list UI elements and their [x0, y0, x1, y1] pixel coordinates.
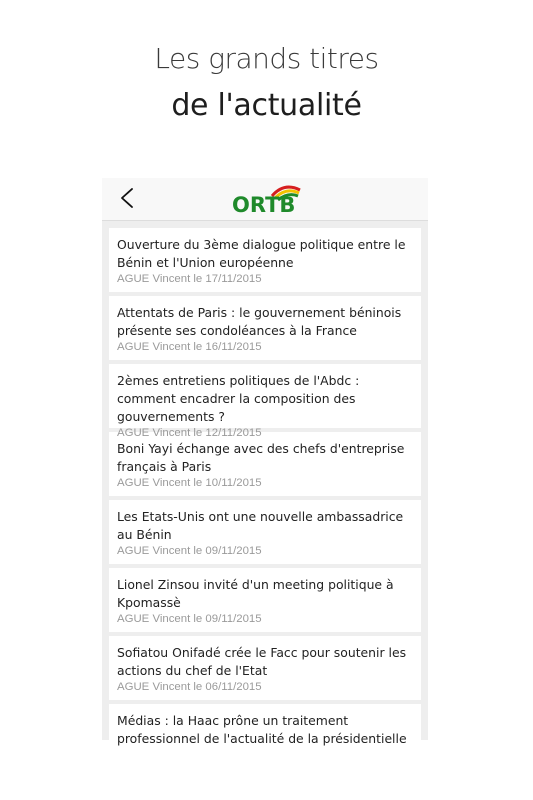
- article-meta: AGUE Vincent le 10/11/2015: [117, 477, 262, 489]
- article-title: Attentats de Paris : le gouvernement béninois présente ses condoléances à la France: [117, 305, 402, 338]
- article-meta: AGUE Vincent le 06/11/2015: [117, 681, 262, 693]
- promo-line-1: Les grands titres: [154, 42, 379, 75]
- ortb-logo: [220, 182, 310, 216]
- article-title: 2èmes entretiens politiques de l'Abdc : comment encadrer la composition des gouvernements ?: [117, 373, 360, 424]
- article-list: [109, 228, 421, 772]
- article-item[interactable]: [109, 296, 421, 360]
- article-item[interactable]: [109, 228, 421, 292]
- article-meta: AGUE Vincent le 09/11/2015: [117, 545, 262, 557]
- article-item[interactable]: [109, 364, 421, 439]
- app-screen: [102, 178, 428, 746]
- article-item[interactable]: [109, 636, 421, 700]
- article-title: Sofiatou Onifadé crée le Facc pour soutenir les actions du chef de l'Etat: [117, 645, 407, 678]
- article-title: Médias : la Haac prône un traitement professionnel de l'actualité de la présidentielle: [117, 713, 407, 746]
- article-meta: AGUE Vincent le 16/11/2015: [117, 341, 262, 353]
- article-item[interactable]: [109, 500, 421, 564]
- article-item[interactable]: [109, 568, 421, 632]
- article-meta: AGUE Vincent le 17/11/2015: [117, 273, 262, 285]
- article-item[interactable]: [109, 704, 421, 768]
- article-item[interactable]: [109, 432, 421, 496]
- navigation-bar: [102, 178, 428, 221]
- article-title: Lionel Zinsou invité d'un meeting politique à Kpomassè: [117, 577, 394, 610]
- article-title: Boni Yayi échange avec des chefs d'entreprise français à Paris: [117, 441, 405, 474]
- promo-line-2: de l'actualité: [171, 88, 362, 123]
- article-title: Les Etats-Unis ont une nouvelle ambassadrice au Bénin: [117, 509, 404, 542]
- article-meta: AGUE Vincent le 09/11/2015: [117, 613, 262, 625]
- article-meta: AGUE Vincent le 12/11/2015: [117, 427, 262, 439]
- article-title: Ouverture du 3ème dialogue politique entre le Bénin et l'Union européenne: [117, 237, 406, 270]
- chevron-left-icon: [114, 184, 142, 212]
- logo-text: ORTB: [232, 193, 296, 217]
- back-button[interactable]: [114, 184, 142, 212]
